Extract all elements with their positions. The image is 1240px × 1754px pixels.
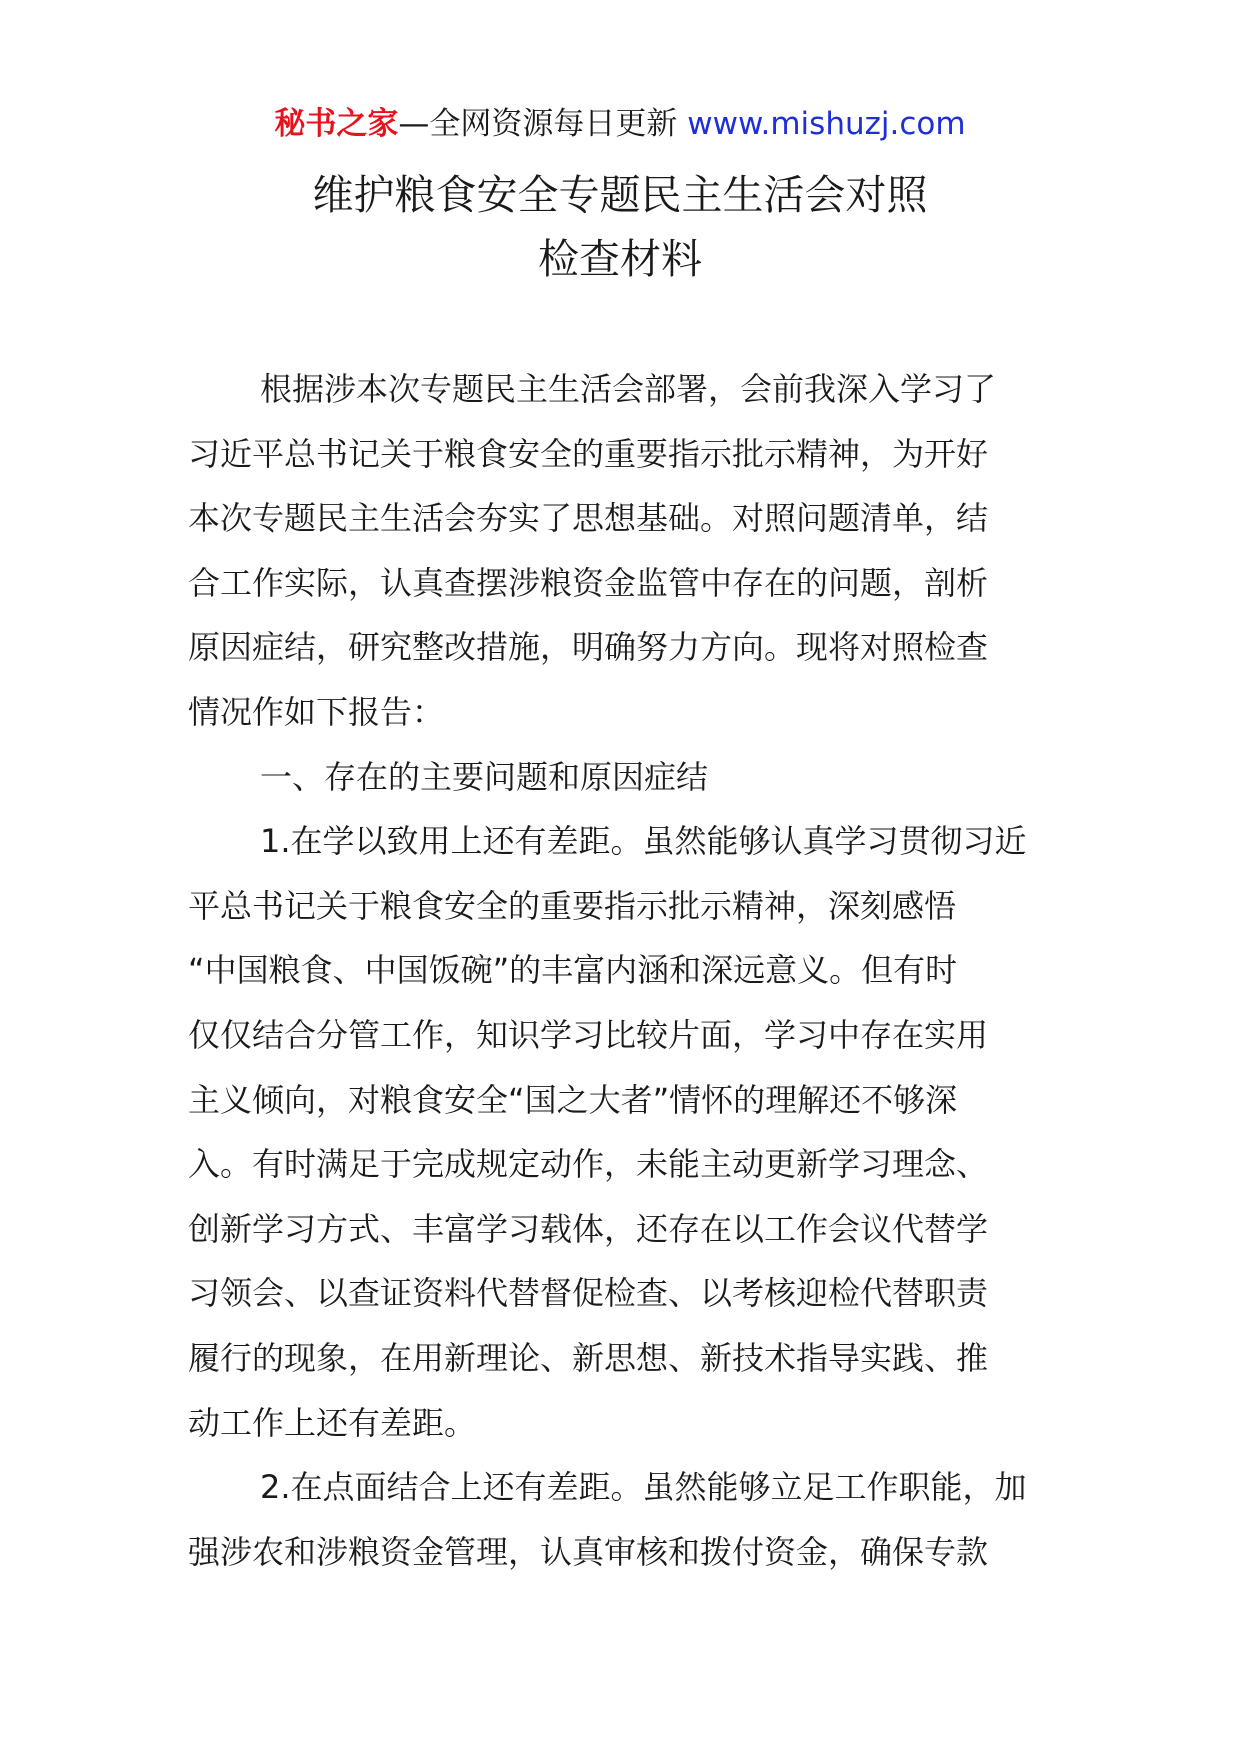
document-title-line-1: 维护粮食安全专题民主生活会对照: [312, 171, 928, 219]
body-line: 合工作实际，认真查摆涉粮资金监管中存在的问题，剖析: [188, 563, 989, 602]
document-title-line-2: 检查材料: [538, 235, 702, 283]
body-line: 履行的现象，在用新理论、新思想、新技术指导实践、推: [188, 1338, 989, 1377]
body-line: 仅仅结合分管工作，知识学习比较片面，学习中存在实用: [188, 1015, 989, 1054]
body-line: “中国粮食、中国饭碗”的丰富内涵和深远意义。但有时: [188, 951, 958, 990]
body-line: 情况作如下报告：: [188, 692, 445, 731]
section-heading: 一、存在的主要问题和原因症结: [260, 757, 709, 796]
document-body: [188, 357, 1054, 1584]
body-line: 根据涉本次专题民主生活会部署，会前我深入学习了: [260, 370, 997, 408]
body-line: 习近平总书记关于粮食安全的重要指示批示精神，为开好: [188, 434, 989, 473]
body-line: 动工作上还有差距。: [188, 1403, 477, 1442]
body-line: 主义倾向，对粮食安全“国之大者”情怀的理解还不够深: [188, 1080, 958, 1119]
brand-name: 秘书之家: [274, 106, 399, 142]
body-line: 1.在学以致用上还有差距。虽然能够认真学习贯彻习近: [260, 822, 1027, 861]
body-line: 原因症结，研究整改措施，明确努力方向。现将对照检查: [188, 628, 989, 667]
site-url-link[interactable]: www.mishuzj.com: [687, 106, 966, 142]
body-line: 强涉农和涉粮资金管理，认真审核和拨付资金，确保专款: [188, 1532, 989, 1571]
brand-slogan: —全网资源每日更新: [398, 106, 688, 142]
body-line: 入。有时满足于完成规定动作，未能主动更新学习理念、: [188, 1145, 989, 1184]
body-line: 本次专题民主生活会夯实了思想基础。对照问题清单，结: [188, 499, 989, 538]
body-line: 平总书记关于粮食安全的重要指示批示精神，深刻感悟: [188, 886, 957, 925]
body-line: 习领会、以查证资料代替督促检查、以考核迎检代替职责: [188, 1274, 989, 1313]
body-line: 创新学习方式、丰富学习载体，还存在以工作会议代替学: [188, 1209, 989, 1248]
body-line: 2.在点面结合上还有差距。虽然能够立足工作职能，加: [260, 1468, 1027, 1507]
site-watermark-header: [0, 104, 1240, 144]
